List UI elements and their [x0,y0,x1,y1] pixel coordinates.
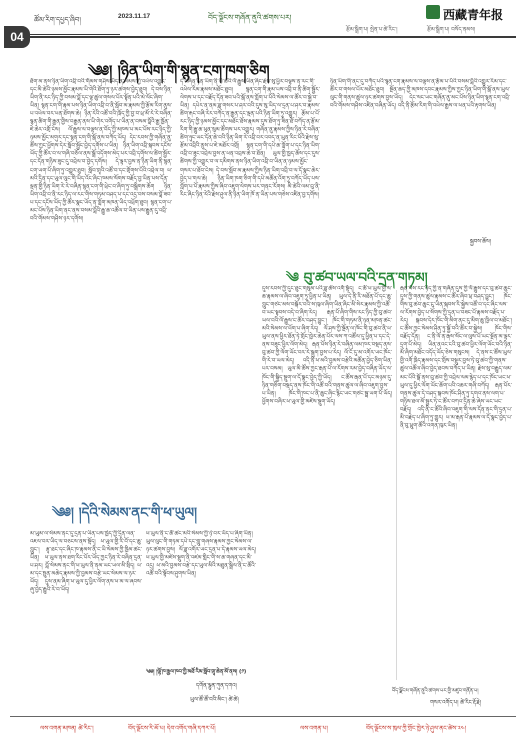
footer-designer: བོད་ལྗོངས་རི་མོ་པ། དེབ་འགོད་གཞི་དཀར་པོ། [128,725,216,732]
newspaper-name-tibetan: བོད་ལྗོངས་གཞོན་ནུའི་ཚགས་པར། [208,13,292,22]
signature-line: བོད་ལྗོངས་གཞོན་ནུའི་ཚགས་པར་གྱི་མཛུབ་གནོན་པ། [392,688,479,694]
author-signature: སྐྱབས་ཆོས། [470,239,491,245]
designer-credit: རྩོམ་སྒྲིག་པ། བསོད་ནམས། [427,27,476,33]
article-column: ཉིན་ཡིག་གི་ནང་དུ་བཀོད་པའི་སྙན་ངག་རྣམས་ལ་བལྟས་ན་རྩོམ་པ་པོའི་བསམ་བློའི་འགྱུར་རིམ་དང་ཚོར་བ་གསལ་པོར་མཐོང་ཐུབ། སྔོན་ཆད་ཀྱི་མཁས་དབང་རྣམས་ཀྱིས་ཀྱང་ཉིན་ཡིག་གི་སྒོ་ནས་ཡུལ་ལུང་གི་གནས་ཚུལ་ཉར་ཚགས་བྱས་ཡོད། དེང་སང་ཡང་གཞོན་ནུ་མང་པོས་ཉིན་ཡིག་སྙན་ངག་འབྲི་བའི་གོམས་གཤིས་འཛིན་བཞིན་ཡོད། འདི་ནི་རྩོམ་རིག་གི་འཕེལ་རྒྱས་ལ་ཕན་པའི་རྟགས་ཡིན། [330,79,510,110]
issue-date: 2023.11.17 [118,13,151,20]
article-column: ཕ་ཡུལ་ནི་ང་ཚོ་ཚང་མའི་སེམས་ཀྱི་ཉེ་བར་ཡོད་པ་ཞིག་ཡིན། ཡུལ་ལུང་གི་གཏམ་དཔེ་དང་གླུ་གཞས་རྣམས་ཀྱང་སེམས་ལ་ཉར་ཚགས་བྱས། ལོ་ཟླ་འགོར་ཡང་དྲན་པ་དེ་རྣམས་ཡལ་མེད། ཕ་ཡུལ་གྱི་མཛེས་སྡུག་ནི་འཛམ་གླིང་གི་ས་ཆ་གཞན་དང་མི་འདྲ། ཕ་མའི་བྱམས་བརྩེ་དང་ཡུལ་མིའི་མཐུན་སྒྲིལ་ནི་ང་ཚོའི་འཚོ་བའི་སྟོབས་ཤུགས་ཡིན། [146,531,256,578]
article-title: ༄༅། །ཉིན་ཡིག་གི་སྙན་ངག་ཁག་ཅིག [88,62,270,80]
article-column: མ་ཡུམ་ལ་སེམས་ནང་དུ་དྲན་པ་ཡིན་པས་ཁྱེད་ཀྱི་དྲིན་ལན་འཇལ་བར་ཡིད་ལ་བཅངས་ནས་སྡོད། ཕ་ཡུལ་གྱི་རི་བོ་དང་ཆུ་ཀླུང་། རྩྭ་ཐང་དང་ཞིང་ཁ་རྣམས་ནི་ང་ཡི་སེམས་ཀྱི་ཁྱིམ་ཚང་ཡིན། ཕ་ཡུལ་ནས་ཐག་རིང་པོར་ཡོད་ཀྱང་ཉིན་རེ་བཞིན་དྲན་པ་ཤར། བློ་སེམས་ནང་གི་ཕ་ཡུལ་ནི་ནམ་ཡང་ཡལ་མི་སྲིད། ཕ་མ་དང་སྤུན་མཆེད་རྣམས་ཀྱི་བྱམས་བརྩེ་ཡང་སེམས་ལ་ཉར་ཡོད། དུས་ནམ་ཞིག་ཕ་ཡུལ་དུ་ཕྱིར་ལོག་ནས་ཕ་མ་ལ་ཞབས་ཞུ་བྱེད་རྒྱུའི་རེ་བ་ཡོད། [30,531,142,594]
byline: ༄༅། །ལྷོ་ཁ་རྒྱལ་ཁབ་ཀྱི་མཐོ་རིམ་སློབ་གྲྭ་ཆེན་མོ་ནས། (༡) [146,669,247,675]
editor-credit: རྩོམ་སྒྲིག་པ། སྤེན་པ་ཚེ་རིང་། [346,27,398,33]
column-divider [396,290,397,680]
author-signature: གསར་འགོད་པ། ཚེ་རིང་རྡོ་རྗེ། [430,700,482,706]
page-number: 04 [4,26,30,48]
header-rule [30,36,516,38]
footer-responsible: ལས་འགན་མཁན། ཚེ་རིང་། [40,725,94,732]
article-title: ༄ བུ་ཚབ་ཡལ་བའི་དྲན་གཏམ། [286,270,428,286]
byline-source: ཡུལ་ཚོ་ཚོ་བའི་མིང་། ཚེ་ཚེ། [190,697,239,703]
byline-author: དགོན་ལྷུན་ཀུན་དགའ། [196,683,237,689]
header-accent-rule [30,34,120,35]
footer-editor: ལས་འགན་པ། [300,725,328,732]
article-column: ཐོག་མ་ནས་ཉིན་ཡིག་འབྲི་བའི་གོམས་གཤིས་ཡོད་ན་སེམས་ཀྱི་འཕེལ་འགྱུར་དང་མི་ཚེའི་ཉམས་མྱོང་རྣམས་ཡི་གེའི་ཐོག་ཏུ་ཉར་ཚགས་བྱེད་ཐུབ། དེ་བས་ཉིན་ཡིག་ནི་རང་ཉིད་ཀྱི་བསམ་བློ་དང་ལྟ་ཚུལ་གསལ་པོར་སྟོན་པའི་མེ་ལོང་ཞིག་ཡིན། སྙན་ངག་གི་རྣམ་པས་ཉིན་ཡིག་འབྲི་བ་ནི་སློབ་མ་རྣམས་ཀྱི་རྩོམ་རིག་ནུས་པ་འཕེལ་བར་ཕན་ཐོགས་ཆེ། ཉིན་རེའི་འཚོ་བའི་ཁྲོད་ཀྱི་བྱ་བ་ཕྲ་མོ་རེ་རེ་བཞིན་སྙན་ཚིག་གི་རྒྱན་གྱིས་བརྒྱན་ནས་ཡི་གེར་འགོད་པ་ཡིན་ན་བསམ་བློའི་རྒྱ་ཁྱོན་ཇེ་ཆེར་འགྲོ་ངེས། ལོ་རྒྱུས་ལ་བལྟས་ན་བོད་ཀྱི་མཁས་པ་མང་པོས་རང་ཉིད་ཀྱི་ཉམས་མྱོང་མགུར་དང་སྙན་ངག་གི་སྒོ་ནས་བཀོད་ཡོད། དེང་རབས་ཀྱི་གཞོན་ནུ་ཚོས་ཀྱང་ཕྱོགས་དེར་སློབ་སྦྱོང་བྱེད་དགོས་པ་ཡིན། ཉིན་ཡིག་འབྲི་སྐབས་དངོས་ཡོད་ཀྱི་ཚོར་བ་ལ་གཞི་བཅོལ་ནས་སྒྲོ་འདོགས་མེད་པར་འབྲི་དགོས་ལ་ཚིག་སྦྱོར་དང་དོན་གཉིས་ཟུང་དུ་འབྲེལ་བ་བྱེད་དགོས། དེ་ལྟར་བྱས་ན་ཉིན་ཡིག་ནི་སྙན་ངག་ཡག་པོ་ཞིག་ཏུ་འགྱུར་ཐུབ། སློབ་གྲྭའི་འཚོ་བ་དང་གྲོགས་པོའི་འབྲེལ་བ། ཕ་མའི་དྲིན་དང་ཡུལ་ལུང་གི་ཡིད་འོང་ཞིང་ཁམས་སོགས་བརྗོད་བྱ་ཡིན་པས་དོན་ལྡན་གྱི་ཉིན་ཡིག་རེ་རེ་བཞིན་སྙན་ངག་གི་ཕྲེང་བ་ཞིག་ཏུ་བསྒྲིགས་ཆོག ཉིན་ཡིག་འབྲི་བ་ནི་རང་ཉིད་ལ་རང་གིས་གཏམ་བཤད་པ་དང་འདྲ་བས་བསམ་བློ་ཟབ་པ་དང་དངོས་ཡོད་ཀྱི་ཚོར་སྣང་ཡོད་ན་ཀློག་མཁན་ཡིད་འཕྲོག་ཐུབ། སྙན་ངག་པ་མང་པོས་ཉིན་ཡིག་ནང་ནས་བསམ་བློའི་རྒྱུ་ཆ་འཚོལ་བ་ཡིན་པས་རྒྱུན་དུ་འབྲི་བའི་གོམས་གཤིས་ཉར་དགོས། [30,79,172,222]
footer-rule [10,716,516,717]
article-column: དུས་རབས་ཀྱི་དུང་ཐུང་གསུམ་པའི་ཟླ་ཚེས་འགོ་སྟོད། ང་ཚོ་ཕ་ཡུལ་གྱི་ས་ཆ་རྣམས་ལ་ཞིབ་འཇུག་ཏུ་ཕྱིན་པ་ཡིན། ཡུལ་དེ་ནི་རི་མཐོན་པོ་དང་ཆུ་ཀླུང་གཙང་མས་བསྐོར་བའི་ས་ཁུལ་ཞིག་ཡིན་ཞིང་མི་སེར་རྣམས་ཀྱི་འཚོ་བ་ཡང་སྟབས་བདེ་བ་ཞིག་རེད། རྒན་པོ་ཞིག་གིས་རང་ཉིད་ཀྱི་བུ་ཚབ་ཡལ་བའི་ལོ་རྒྱུས་ང་ཚོར་བཤད་བྱུང་། ཁོང་གི་གཏམ་ནི་ཉན་མཁན་ཚང་མའི་སེམས་ལ་ཕོག་པ་ཞིག་རེད། ལོ་ཤས་ཀྱི་སྔོན་ལ་ཁོང་གི་བུ་ཚབ་ནི་ཕ་ཡུལ་ནས་ཕྱིར་ཐོན་ཏེ་གྲོང་ཁྱེར་ཆེན་པོར་ལས་ཀ་འཚོལ་དུ་ཕྱིན་པ་དང་དེ་ནས་བཟུང་ཕྱིར་ལོག་མེད། རྒན་པོས་ཉིན་རེ་བཞིན་ལམ་ཁར་བསྡད་ནས་བུ་ཚབ་ཀྱི་ལོག་ཡོང་བར་རེ་སྒུག་བྱས་པ་རེད། ལོ་ངོ་དུ་མ་འགོར་ཡང་ཁོང་གི་རེ་བ་ཡལ་མེད། འདི་ནི་ཕ་མའི་བྱམས་བརྩེའི་མཚོན་བྱེད་ཅིག་ཡིན་པར་བསམ། ཡུལ་མི་ཚོས་ཀྱང་རྒན་པོ་ལ་རོགས་རམ་བྱེད་བཞིན་ཡོད་ལ་ཁོང་གི་སྐྱིད་སྡུག་ལ་དོ་སྣང་བྱེད་ཀྱི་ཡོད། ང་ཚོས་རྒན་པོ་དང་མཉམ་དུ་ཉིན་གཅིག་བསྡད་ནས་ཁོང་གི་འཚོ་བའི་གནས་ཚུལ་ལ་ཞིབ་འཇུག་བྱས་པ་ཡིན། ཁོང་གི་ཁང་པ་ནི་ཆུང་ཞིང་རྙིང་ཡང་གཙང་སྦྲ་ཡག་པོ་ཡོད། ཕྱོགས་བཞིར་ཕ་ཡུལ་གྱི་མཛེས་སྡུག་ཡོད། [262,286,392,405]
article-column: དེ་བཞིན་ཉིན་ཡིག་ནི་མི་ཚེའི་ལོ་རྒྱུས་ཡིན་ཞིང་རྗེས་སུ་ཕྱིར་བལྟས་ན་རང་གི་འཕེལ་རིམ་རྣམས་མཐོང་ཐུབ། སྙན་ངག་གི་རྣམ་པས་འབྲི་བ་ནི་ཚིག་སྦྱོར་ལེགས་པ་དང་བརྗོད་དོན་ཟབ་པའི་སྒོ་ནས་ཀློག་པ་པོའི་སེམས་ལ་ཚོར་བ་སྐྱེ་བ་ཡིན། དཔེར་ན་ནམ་ཟླ་གསར་པ་ཤར་བའི་དུས་སུ་ཡིད་ལ་དྲན་པ་ཤར་བ་རྣམས་ཚིག་རྐང་བཞི་རེར་བཀོད་ན་རྒྱན་དང་ལྡན་པའི་ཉིན་ཡིག་ཏུ་འགྱུར། རྩོམ་པ་པོ་རང་ཉིད་ཀྱི་ཉམས་མྱོང་དང་མཐོང་ཐོས་རྣམས་དུས་ཐོག་ཏུ་ཟིན་ཐོ་བཀོད་ན་རྩོམ་རིག་གི་རྒྱུ་ཆ་ཕུན་སུམ་ཚོགས་པར་འགྱུར། གཞོན་ནུ་རྣམས་ཀྱིས་ཉིན་རེ་བཞིན་ཚིག་ཉུང་ཡང་དོན་ཆེ་བའི་ཉིན་ཡིག་རེ་འབྲི་བར་འབད་ན་ཡུན་རིང་པོའི་རྗེས་སུ་རྩོམ་འབྲིའི་ནུས་པ་ཇེ་མཐོར་འགྲོ། སྙན་ངག་གི་དཔེ་ཆ་ཀློག་པ་དང་ཉིན་ཡིག་འབྲི་བ་ཟུང་འབྲེལ་བྱས་ན་ཕན་འབྲས་ཆེ་བ་ཐོན། ཡུལ་གྱི་ཁྱད་ཆོས་དང་དུས་ཚིགས་ཀྱི་འགྱུར་བ་ལ་དམིགས་ནས་ཉིན་ཡིག་འབྲི་བ་ཡིན་ན་ཉམས་མྱོང་གསར་པ་ཐོབ་ངེས། དེ་བས་སློབ་མ་རྣམས་ཀྱིས་ཉིན་ཡིག་འབྲི་བ་ལ་དོ་སྣང་ཆེར་བྱེད་པ་གལ་ཆེ། ཉིན་ཡིག་ཁག་ཅིག་གི་དཔེ་མཚོན་འོག་ཏུ་བཀོད་ཡོད་པས་ཀློག་པ་པོ་རྣམས་ཀྱིས་ཞིབ་འཇུག་ལེགས་པར་གནང་རོགས། མི་ཚེའི་ལམ་བུ་ནི་རིང་ཞིང་ཉིན་རེའི་རྗེས་ཤུལ་ནི་ཉིན་ཡིག་ཁོ་ན་ཡིན་པས་གཅེས་འཛིན་བྱ་དགོས། [180,79,320,198]
article-column: རྒན་པོས་རང་ཉིད་ཀྱི་ན་གཞོན་དུས་ཀྱི་ལོ་རྒྱུས་དང་བུ་ཚབ་ཆུང་དུས་ཀྱི་གནས་ཚུལ་རྣམས་ང་ཚོར་ཞིབ་ཕྲ་བཤད་བྱུང་། ཁོང་གིས་བུ་ཚབ་ཆུང་ངུ་ཡིན་སྐབས་རི་སྐྱེས་འཚོ་བ་དང་ཞིང་ལས་ལ་རོགས་བྱེད་པ་སོགས་ཀྱི་དྲན་པ་བཟང་པོ་རྣམས་བརྗོད་པ་རེད། སྐབས་དེར་ཁོང་གི་མིག་ནང་དུ་མིག་ཆུ་ཁྱིལ་བ་མཐོང་། ང་ཚོས་ཀྱང་སེམས་ཤིན་ཏུ་སྐྱོ་བའི་ཚོར་བ་སྐྱེས། ཁོང་གིས་བརྗོད་དོན། ང་ནི་ལོ་ན་རྒས་སོང་ལ་ལུས་པོ་ཡང་སྔོན་མ་ལྟར་དྲག་པོ་མེད། ཡིན་ནའང་ངའི་བུ་ཚབ་ཕྱིར་ལོག་ཡོང་བའི་ཉིན་མོ་ཞིག་མཐོང་འདོད་ཡོད་ཅེས་གསུངས། དེ་ནས་ང་ཚོས་ཡུལ་གྱི་འགོ་ཁྲིད་རྣམས་དང་གྲོས་བསྡུར་བྱས་ཏེ་བུ་ཚབ་ཀྱི་གནས་ཚུལ་འཚོལ་ཞིབ་བྱེད་ཐབས་བཀོད་པ་ཡིན། རྗེས་སུ་བརྒྱུད་ལམ་མང་པོའི་སྒོ་ནས་བུ་ཚབ་ཀྱི་འབྲེལ་ལམ་རྙེད་པ་དང་ཁོང་ཡང་ཕ་ཡུལ་དུ་ཕྱིར་ལོག་ཡོང་ཆོག་པའི་འཆར་གཞི་བཀོད། རྒན་པོར་གནས་ཚུལ་དེ་བཤད་སྐབས་ཁོང་ཤིན་ཏུ་དགའ་ནས་ལག་པ་གཉིས་ཐལ་མོ་སྦྱར་ཏེ་ང་ཚོར་བཀའ་དྲིན་ཆེ་ཞེས་ཡང་ཡང་བརྗོད། འདི་ནི་ང་ཚོའི་ཞིབ་འཇུག་གི་ལས་དོན་ནང་གི་དྲན་པ་མི་བརྗེད་པ་ཞིག་ཏུ་གྱུར། ཕ་མ་རྒན་པོ་རྣམས་ལ་དོ་སྣང་བྱེད་པ་ནི་བུ་ཕྲུག་ཚོའི་འགན་ཁུར་ཡིན། [400,286,512,429]
article-title: ༄༅། །དེའི་སེམས་ནང་གི་ཕ་ཡུལ། [52,505,198,521]
newspaper-logo-icon [426,5,440,19]
footer-address: བོད་ལྗོངས་ས་ཁུལ་ཀྱི་གྲོང་ཁྱེར་ཉེ་ཤུལ་ནང་ཚེས་༢༤། [366,725,467,732]
newspaper-logo: 西藏青年报 [443,8,504,22]
section-label: ཚོམ་རིག་དཔྱད་ཞིབ། [34,16,81,24]
